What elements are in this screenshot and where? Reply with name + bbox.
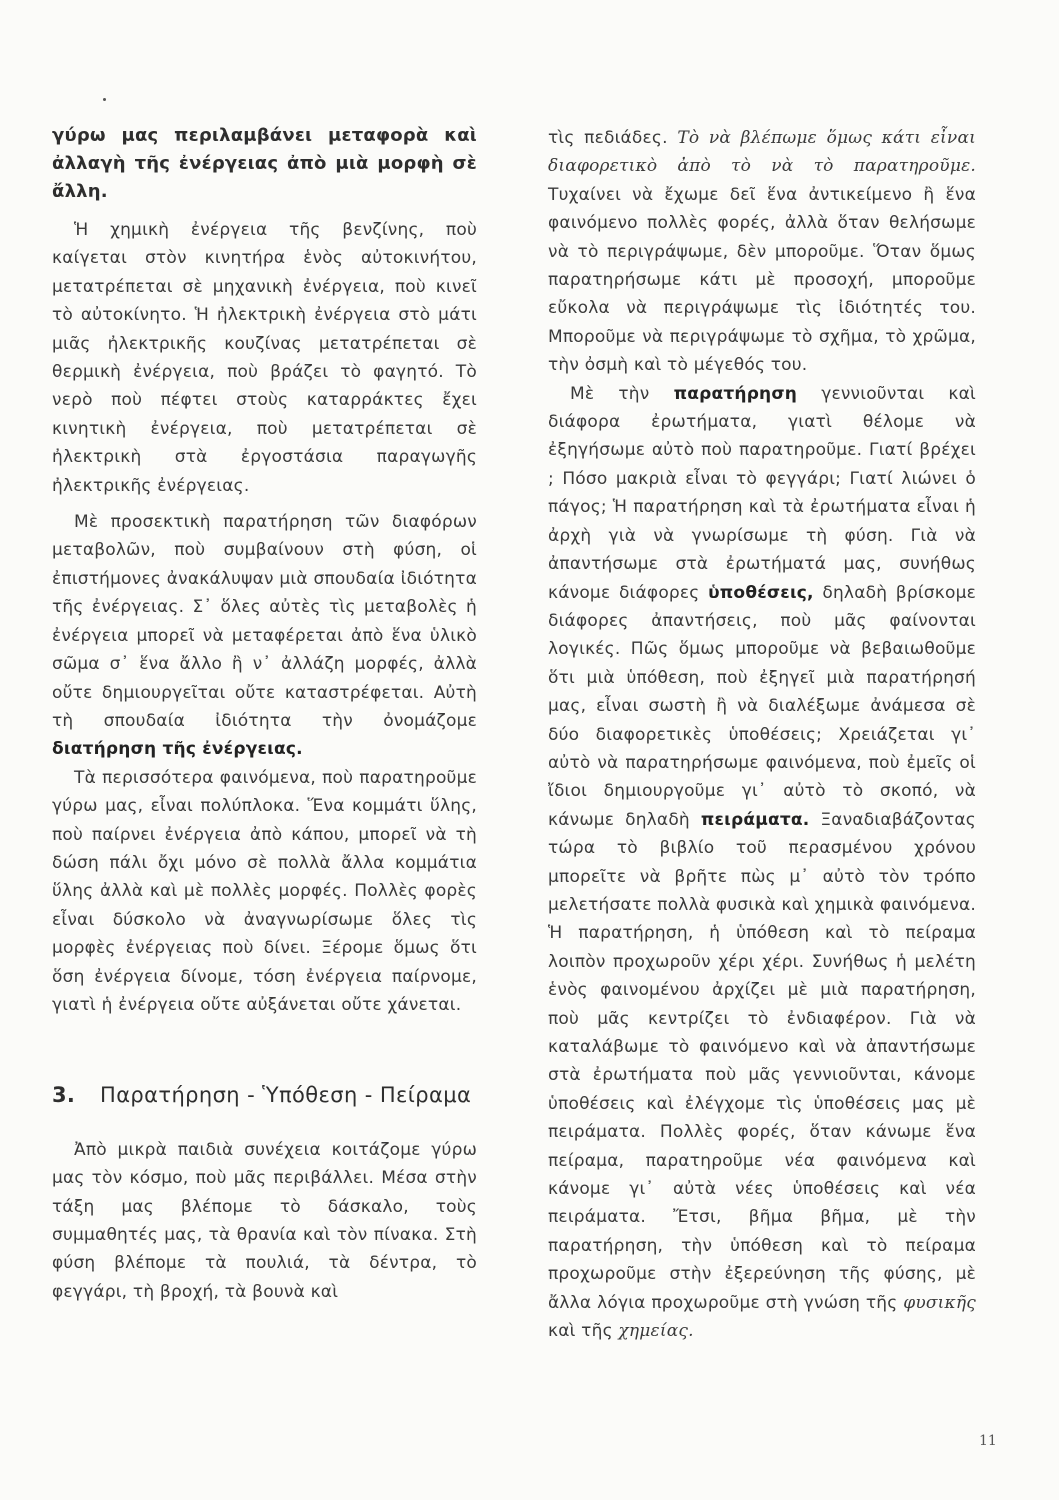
right-column bbox=[548, 124, 976, 1345]
paragraph-conservation bbox=[52, 508, 477, 764]
paragraph-text: δηλαδὴ βρίσκομε διάφορες ἀπαντήσεις, ποὺ μᾶς φαίνονται λογικές. Πῶς ὅμως μποροῦμε νὰ βεβαιωθοῦμε ὅτι μιὰ ὑπόθεση, ποὺ ἐξηγεῖ μιὰ παρατήρησή μας, εἶναι σωστὴ ἢ νὰ διαλέξωμε ἀνάμεσα σὲ δύο διαφορετικὲς ὑποθέσεις; Χρειάζεται γι᾽ αὐτὸ νὰ παρατηρήσωμε φαινόμενα, ποὺ ἐμεῖς οἱ ἴδιοι δημιουργοῦμε γι᾽ αὐτὸ τὸ σκοπό, νὰ κάνωμε δηλαδὴ bbox=[548, 582, 976, 830]
page-number: 11 bbox=[979, 1433, 997, 1449]
observation-term: παρατήρηση bbox=[673, 383, 798, 404]
paragraph-energy-examples: Ἡ χημικὴ ἐνέργεια τῆς βενζίνης, ποὺ καίγεται στὸν κινητήρα ἑνὸς αὐτοκινήτου, μετατρέπεται σὲ μηχανικὴ ἐνέργεια, ποὺ κινεῖ τὸ αὐτοκίνητο. Ἡ ἠλεκτρικὴ ἐνέργεια στὸ μάτι μιᾶς ἠλεκτρικῆς κουζίνας μετατρέπεται σὲ θερμικὴ ἐνέργεια, ποὺ βράζει τὸ φαγητό. Τὸ νερὸ ποὺ πέφτει στοὺς καταρράκτες ἔχει κινητικὴ ἐνέργεια, ποὺ μετατρέπεται σὲ ἠλεκτρικὴ στὰ ἐργοστάσια παραγωγῆς ἠλεκτρικῆς ἐνέργειας. bbox=[52, 220, 477, 496]
paragraph-text: τὶς πεδιάδες. bbox=[548, 128, 668, 148]
left-column bbox=[52, 122, 477, 1306]
conservation-term: διατήρηση τῆς ἐνέργειας. bbox=[52, 739, 303, 760]
print-speck bbox=[103, 98, 106, 101]
italic-phrase: Τὸ νὰ βλέπωμε ὅμως κάτι εἶναι διαφορετικὸ ἀπὸ τὸ νὰ τὸ παρατηροῦμε. bbox=[548, 128, 976, 177]
paragraph-text: Μὲ προσεκτικὴ παρατήρηση τῶν διαφόρων μεταβολῶν, ποὺ συμβαίνουν στὴ φύση, οἱ ἐπιστήμονες ἀνακάλυψαν μιὰ σπουδαία ἰδιότητα τῆς ἐνέργειας. Σ᾽ ὅλες αὐτὲς τὶς μεταβολὲς ἡ ἐνέργεια μπορεῖ νὰ μεταφέρεται ἀπὸ ἕνα ὑλικὸ σῶμα σ᾽ ἕνα ἄλλο ἢ ν᾽ ἀλλάζη μορφές, ἀλλὰ οὔτε δημιουργεῖται οὔτε καταστρέφεται. Αὐτὴ τὴ σπουδαία ἰδιότητα τὴν ὀνομάζομε bbox=[52, 512, 477, 731]
section-number: 3. bbox=[52, 1083, 76, 1108]
paragraph-text: Μὲ τὴν bbox=[570, 383, 650, 404]
physics-word: φυσικῆς bbox=[903, 1292, 976, 1313]
experiments-term: πειράματα. bbox=[700, 809, 810, 830]
paragraph-text: καὶ τῆς bbox=[548, 1321, 613, 1342]
paragraph-observation bbox=[548, 124, 976, 380]
paragraph-complex-phenomena: Τὰ περισσότερα φαινόμενα, ποὺ παρατηροῦμε γύρω μας, εἶναι πολύπλοκα. Ἕνα κομμάτι ὕλης, ποὺ παίρνει ἐνέργεια ἀπὸ κάπου, μπορεῖ νὰ τὴ δώση πάλι ὄχι μόνο σὲ πολλὰ ἄλλα κομμάτια ὕλης ἀλλὰ καὶ μὲ πολλὲς μορφές. Πολλὲς φορὲς εἶναι δύσκολο νὰ ἀναγνωρίσωμε ὅλες τὶς μορφὲς ἐνέργειας ποὺ δίνει. Ξέρομε ὅμως ὅτι ὅση ἐνέργεια δίνομε, τόση ἐνέργεια παίρνομε, γιατὶ ἡ ἐνέργεια οὔτε αὐξάνεται οὔτε χάνεται. bbox=[52, 767, 477, 1015]
chemistry-word: χημείας. bbox=[618, 1321, 694, 1342]
paragraph-looking-around: Ἀπὸ μικρὰ παιδιὰ συνέχεια κοιτάζομε γύρω μας τὸν κόσμο, ποὺ μᾶς περιβάλλει. Μέσα στὴν τάξη μας βλέπομε τὸ δάσκαλο, τοὺς συμμαθητές μας, τὰ θρανία καὶ τὸν πίνακα. Στὴ φύση βλέπομε τὰ πουλιά, τὰ δέντρα, τὸ φεγγάρι, τὴ βροχή, τὰ βουνὰ καὶ bbox=[52, 1139, 477, 1302]
paragraph-text: Ξαναδιαβάζοντας τώρα τὸ βιβλίο τοῦ περασμένου χρόνου μπορεῖτε νὰ βρῆτε πὼς μ᾽ αὐτὸ τὸν τρόπο μελετήσατε πολλὰ φυσικὰ καὶ χημικὰ φαινόμενα. Ἡ παρατήρηση, ἡ ὑπόθεση καὶ τὸ πείραμα λοιπὸν προχωροῦν χέρι χέρι. Συνήθως ἡ μελέτη ἑνὸς φαινομένου ἀρχίζει μὲ μιὰ παρατήρηση, ποὺ μᾶς κεντρίζει τὸ ἐνδιαφέρον. Γιὰ νὰ καταλάβωμε τὸ φαινόμενο καὶ νὰ ἀπαντήσωμε στὰ ἐρωτήματα ποὺ μᾶς γεννιοῦνται, κάνομε ὑποθέσεις καὶ ἐλέγχομε τὶς ὑποθέσεις μας μὲ πειράματα. Πολλὲς φορές, ὅταν κάνωμε ἕνα πείραμα, παρατηροῦμε νέα φαινόμενα καὶ κάνομε γι᾽ αὐτὰ νέες ὑποθέσεις καὶ νέα πειράματα. Ἔτσι, βῆμα βῆμα, μὲ τὴν παρατήρηση, τὴν ὑπόθεση καὶ τὸ πείραμα προχωροῦμε στὴν ἐξερεύνηση τῆς φύσης, μὲ ἄλλα λόγια προχωροῦμε στὴ γνώση τῆς bbox=[548, 809, 976, 1313]
section-heading bbox=[52, 1081, 477, 1109]
paragraph-text: γεννιοῦνται καὶ διάφορα ἐρωτήματα, γιατὶ θέλομε νὰ ἐξηγήσωμε αὐτὸ ποὺ παρατηροῦμε. Γιατί βρέχει ; Πόσο μακριὰ εἶναι τὸ φεγγάρι; Γιατί λιώνει ὁ πάγος; Ἡ παρατήρηση καὶ τὰ ἐρωτήματα εἶναι ἡ ἀρχὴ γιὰ νὰ γνωρίσωμε τὴ φύση. Γιὰ νὰ ἀπαντήσωμε στὰ ἐρωτήματά μας, συνήθως κάνομε διάφορες bbox=[548, 383, 976, 603]
paragraph-method bbox=[548, 380, 976, 1346]
section-title: Παρατήρηση - Ὑπόθεση - Πείραμα bbox=[100, 1083, 472, 1108]
lead-paragraph: γύρω μας περιλαμβάνει μεταφορὰ καὶ ἀλλαγὴ τῆς ἐνέργειας ἀπὸ μιὰ μορφὴ σὲ ἄλλη. bbox=[52, 125, 477, 202]
hypotheses-term: ὑποθέσεις, bbox=[708, 582, 814, 603]
paragraph-text: Τυχαίνει νὰ ἔχωμε δεῖ ἕνα ἀντικείμενο ἢ ἕνα φαινόμενο πολλὲς φορές, ἀλλὰ ὅταν θελήσωμε νὰ τὸ περιγράψωμε, δὲν μποροῦμε. Ὅταν ὅμως παρατηρήσωμε κάτι μὲ προσοχή, μποροῦμε εὔκολα νὰ περιγράψωμε τὶς ἰδιότητές του. Μποροῦμε νὰ περιγράψωμε τὸ σχῆμα, τὸ χρῶμα, τὴν ὀσμὴ καὶ τὸ μέγεθός του. bbox=[548, 184, 976, 376]
